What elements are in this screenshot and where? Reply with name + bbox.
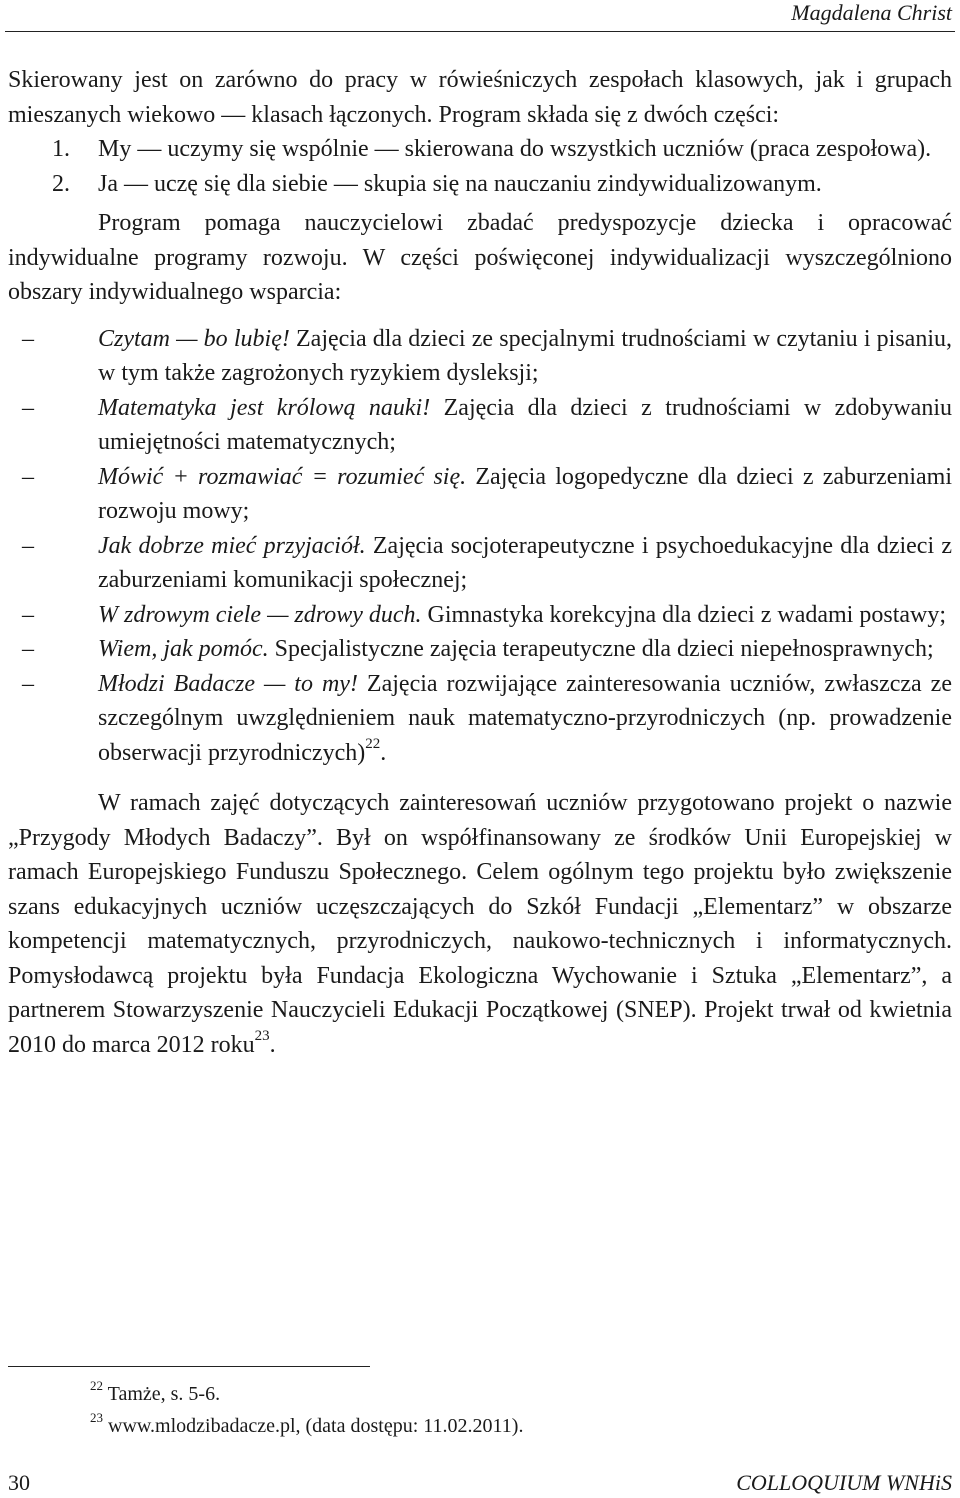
support-area-description: Zajęcia logopedyczne dla dzieci z zaburzeniami rozwoju mowy; — [98, 463, 953, 524]
list-number: 1. — [52, 136, 70, 162]
dash-marker: – — [22, 463, 34, 490]
project-paragraph — [8, 786, 952, 1062]
support-area-description: Zajęcia dla dzieci ze specjalnymi trudnościami w czytaniu i pisaniu, w tym także zagrożonych ryzykiem dysleksji; — [98, 325, 952, 386]
support-area-item — [8, 322, 952, 391]
page-number: 30 — [8, 1470, 30, 1495]
support-area-title: W zdrowym ciele — zdrowy duch. — [98, 601, 422, 628]
project-paragraph-text: W ramach zajęć dotyczących zainteresowań uczniów przygotowano projekt o nazwie „Przygody Młodych Badaczy”. Był on współfinansowany ze środków Unii Europejskiej w ramach Europejskiego Funduszu Społecznego. Celem ogólnym tego projektu było zwiększenie szans edukacyjnych uczniów uczęszczających do Szkół Fundacji „Elementarz” w obszarze kompetencji matematycznych, przyrodniczych, naukowo-technicznych i informatycznych. Pomysłodawcą projektu była Fundacja Ekologiczna Wychowanie i Sztuka „Elementarz”, a partnerem Stowarzyszenie Nauczycieli Edukacji Początkowej (SNEP). Projekt trwał od kwietnia 2010 do marca 2012 roku — [8, 790, 952, 1058]
footnote-divider — [8, 1366, 370, 1367]
support-area-title: Młodzi Badacze — to my! — [98, 670, 358, 697]
program-part-item — [8, 132, 952, 167]
support-area-title: Matematyka jest królową nauki! — [98, 394, 431, 421]
support-area-item — [8, 598, 952, 633]
list-number: 2. — [52, 170, 70, 197]
support-area-item — [8, 632, 952, 667]
support-area-item — [8, 667, 952, 771]
support-area-description: Specjalistyczne zajęcia terapeutyczne dla dzieci niepełnosprawnych; — [268, 636, 934, 662]
dash-marker: – — [22, 532, 34, 559]
main-text — [8, 63, 952, 1062]
program-part-text: My — uczymy się wspólnie — skierowana do wszystkich uczniów (praca zespołowa). — [98, 136, 932, 162]
footnote-text: Tamże, s. 5-6. — [103, 1383, 221, 1405]
support-area-item — [8, 529, 952, 598]
support-area-title: Mówić + rozmawiać = rozumieć się. — [98, 463, 467, 490]
footnote-reference: 22 — [365, 735, 381, 752]
dash-marker: – — [22, 325, 34, 352]
support-area-description: Gimnastyka korekcyjna dla dzieci z wadami postawy; — [421, 601, 947, 628]
footnotes — [90, 1378, 950, 1442]
program-paragraph: Program pomaga nauczycielowi zbadać predyspozycje dziecka i opracować indywidualne programy rozwoju. W części poświęconej indywidualizacji wyszczególniono obszary indywidualnego wsparcia: — [8, 210, 952, 305]
support-area-description: Zajęcia rozwijające zainteresowania uczniów, zwłaszcza ze szczególnym uwzględnieniem nauk matematyczno-przyrodniczych (np. prowadzenie obserwacji przyrodniczych) — [98, 670, 952, 766]
dash-marker: – — [22, 670, 34, 697]
journal-name: COLLOQUIUM WNHiS — [736, 1470, 952, 1495]
footnote — [90, 1378, 950, 1410]
support-area-title: Jak dobrze mieć przyjaciół. — [98, 532, 366, 559]
support-area-title: Wiem, jak pomóc. — [98, 636, 269, 662]
running-header-author: Magdalena Christ — [791, 0, 952, 25]
program-parts-list — [8, 132, 952, 201]
footnote-number: 23 — [90, 1410, 103, 1425]
footnote — [90, 1410, 950, 1442]
support-areas-list — [8, 322, 952, 771]
sentence-end: . — [269, 1031, 276, 1058]
support-area-description: Zajęcia dla dzieci z trudnościami w zdobywaniu umiejętności matematycznych; — [98, 394, 952, 455]
footnote-reference: 23 — [254, 1027, 270, 1044]
support-area-title: Czytam — bo lubię! — [98, 325, 290, 352]
footnote-number: 22 — [90, 1378, 103, 1393]
support-area-item — [8, 391, 952, 460]
footnote-text: www.mlodzibadacze.pl, (data dostępu: 11.02.2011). — [103, 1415, 524, 1437]
dash-marker: – — [22, 636, 34, 662]
program-part-text: Ja — uczę się dla siebie — skupia się na nauczaniu zindywidualizowanym. — [98, 170, 822, 197]
support-area-item — [8, 460, 952, 529]
support-area-description: Zajęcia socjoterapeutyczne i psychoedukacyjne dla dzieci z zaburzeniami komunikacji społecznej; — [98, 532, 952, 593]
program-part-item — [8, 167, 952, 202]
dash-marker: – — [22, 601, 34, 628]
intro-paragraph: Skierowany jest on zarówno do pracy w rówieśniczych zespołach klasowych, jak i grupach mieszanych wiekowo — klasach łączonych. Program składa się z dwóch części: — [8, 67, 952, 128]
sentence-end: . — [380, 739, 387, 766]
header-divider — [5, 31, 955, 32]
dash-marker: – — [22, 394, 34, 421]
